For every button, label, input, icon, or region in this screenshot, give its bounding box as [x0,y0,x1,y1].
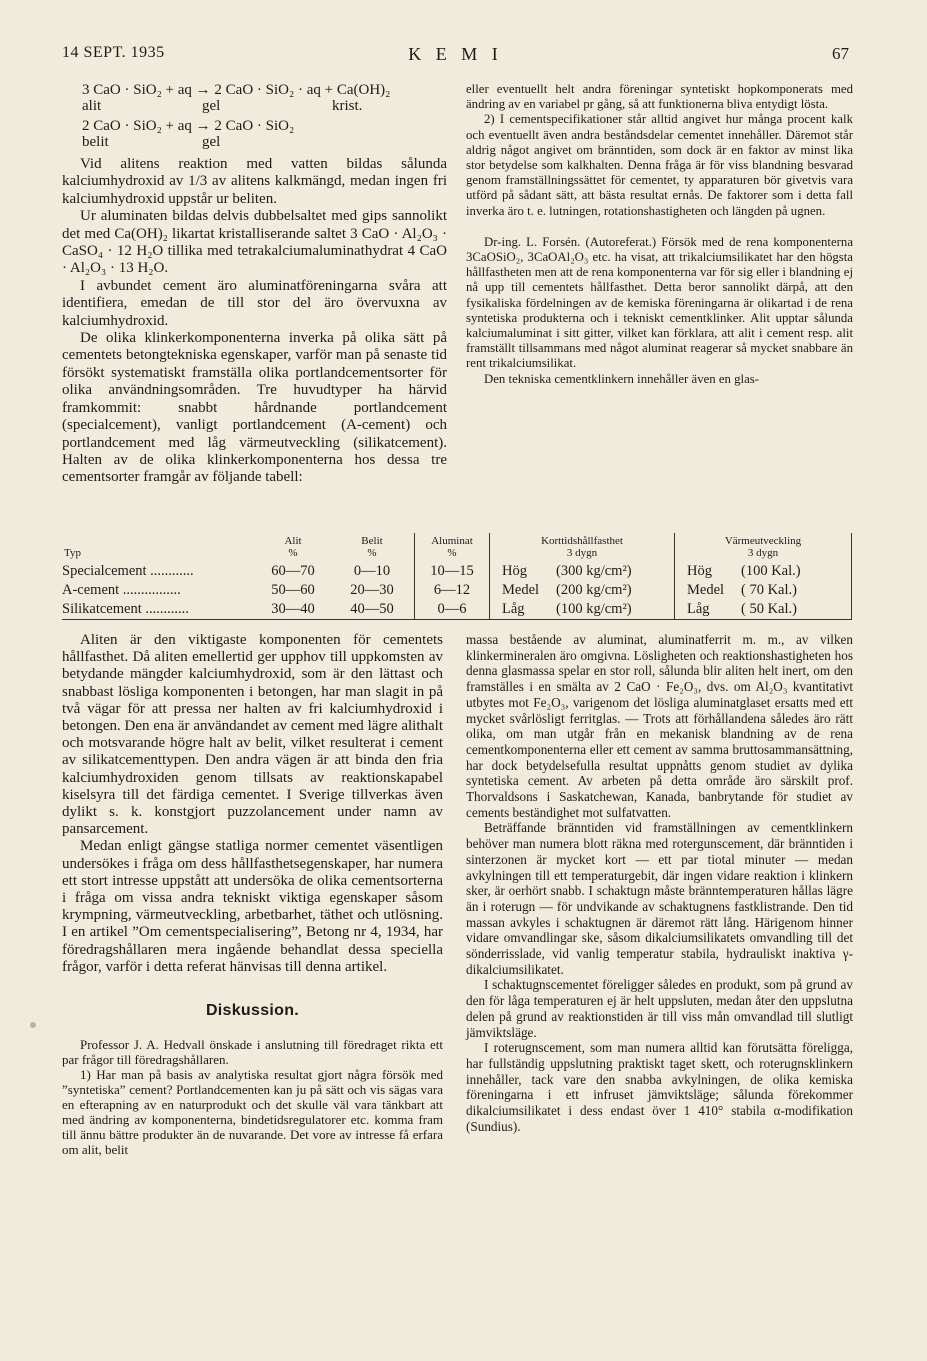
col-header-aluminat: Aluminat % [415,533,490,562]
table-row [62,581,852,600]
paragraph: Beträffande bränntiden vid framställningen av cementklinkern behöver man numera blott räkna med rotergunscement, där bränntiden i sinterzonen är mycket kort — ett par tiotal minuter — medan avkylningen till ett temperaturgebit, där ingen vidare reaktion i klinkern sker, är oerhört snabb. I schaktugn måste bränntemperaturen hållas lägre än i roterugn — för undvikande av schaktugnens fastklistrande. Den tid massan avkyles i schaktugnen är däremot rätt lång. Härigenom hinner vidare omvandlingar ske, såsom dikalciumsilikatets omvandling till det sönderrisslade, vid vanlig temperatur stabila, hydrauliskt inaktiva γ-dikalciumsilikatet. [466,820,853,977]
formula-labels [62,98,447,114]
paragraph: Dr-ing. L. Forsén. (Autoreferat.) Försök med de rena komponenterna 3CaOSiO₂, 3CaOAl₂O₃ etc. ha visat, att trikalciumsilikatet har den högsta hållfastheten men att de rena komponenterna var för sig eller i blandning ej nå upp till cementets hållfasthet. Detta beror sannolikt därpå, att den fysikaliska fördelningen av de kemiska föreningarna är olikartad i de rena syntetiska produkterna och i tekniskt cementklinker. Alit upptar sålunda kalciumaluminat i sitt gitter, vilket kan förklara, att alit i cement resp. alit framställt tillsammans med något aluminat reagerar så mycket snabbare än rent trikalciumsilikat. [466,234,853,371]
table-row [62,562,852,581]
section-heading: Diskussion. [205,1002,300,1020]
cell-alit: 50—60 [271,582,315,598]
journal-title: K E M I [408,44,503,64]
cell-strength: Hög (300 kg/cm²) [490,562,675,581]
formula-line: 2 CaO · SiO₂ + aq → 2 CaO · SiO₂ [82,118,295,134]
formula-label: belit [82,134,109,150]
paragraph: 2) I cementspecifikationer står alltid angivet hur många procent kalk och eventuellt även andra beståndsdelar cementet innehåller. Däremot står aldrig något angivet om bränntiden, som dock är en faktor av minst lika stor betydelse som kalkhalten. Denna fråga är för viss blandning besvarad genom framställningssättet för cementet, ty apparaturen bör givetvis vara utförd på sådant sätt, att bästa resultat ernås. De faktorer som i detta fall inverka äro t. e. lutningen, rotationshastigheten och längden på ugnen. [466,112,853,218]
cell-heat: Låg ( 50 Kal.) [675,600,852,620]
paragraph: Aliten är den viktigaste komponenten för cementets hållfasthet. Då aliten emellertid ger upphov till uppkomsten av betydande mängder kalciumhydroxid, som är den lättast och snabbast lösliga komponenten i betongen, har man slagit in på två vägar för att pressa ner halten av fri kalciumhydroxid i betongen. Den ena är användandet av cement med lägre alithalt och motsvarande högre halt av belit, vilket resulterat i cement av silikatcementtypen. Den andra vägen är att binda den fria kalciumhydroxiden genom tillsats av reaktionskapabel kiselsyra till det färdiga cementet. I Sverige tillverkas även dylikt s. k. konstgjort puzzolancement under namn av pansarcement. [62,632,443,838]
reaction-formula-alit [62,82,447,114]
paragraph: Vid alitens reaktion med vatten bildas sålunda kalciumhydroxid av 1/3 av alitens kalkmängd, medan ingen fri kalciumhydroxid uppstår ur beliten. [62,156,447,207]
issue-date: 14 SEPT. 1935 [62,44,165,61]
paragraph: massa bestående av aluminat, aluminatferrit m. m., av vilken klinkermineralen äro omgivna. Lösligheten och reaktionshastigheten hos denna glasmassa spelar en stor roll, sålunda blir aliten helt inert, om den framställes i en smälta av 2 CaO · Fe₂O₃, dvs. om Al₂O₃ kvantitativt utbytes mot Fe₂O₃, varigenom det lösliga aluminatglaset ersatts med ett mycket svårlösligt ferritglas. — Trots att förhållandena således äro rätt olika, om man utgår från en mekanisk blandning av de rena cementkomponenterna eller ett cement av samma bruttosammansättning, har dock betydelsefulla resultat uppnåtts genom studiet av dylika syntetiska cement. Av arbeten på detta område äro särskilt prof. Thorvaldsons i Saskatchewan, Kanada, banbrytande för studiet av cements beständighet mot sulfatvatten. [466,632,853,820]
paragraph: I schaktugnscementet föreligger således en produkt, som på grund av den för låga temperaturen ej är helt uppsluten, medan åter den uppslutna delen på grund av reaktionstiden är till viss mån omvandlad till slutligt jämviktsläge. [466,977,853,1040]
paragraph: Ur aluminaten bildas delvis dubbelsaltet med gips sannolikt det med Ca(OH)₂ likartat kristalliserande saltet 3 CaO · Al₂O₃ · CaSO₄ · 12 H₂O tillika med tetrakalciumaluminathydrat 4 CaO · Al₂O₃ · 13 H₂O. [62,208,447,277]
left-column-top [62,82,447,487]
left-column-bottom [62,632,443,1157]
right-column-bottom [466,632,853,1135]
cell-belit: 0—10 [353,563,391,579]
cell-typ: A-cement ................ [62,582,181,598]
cell-aluminat: 6—12 [415,581,490,600]
cell-alit: 60—70 [271,563,315,579]
cell-belit: 40—50 [330,600,415,620]
punch-hole-mark [30,1022,36,1028]
cell-strength: Låg (100 kg/cm²) [490,600,675,620]
cell-typ: Specialcement ............ [62,563,194,579]
formula-label: gel [202,134,221,150]
paragraph: eller eventuellt helt andra föreningar syntetiskt hopkomponerats med ändring av en variabel pr gång, så att funktionerna bliva entydigt lösta. [466,82,853,112]
page-header [62,44,849,70]
col-header-typ: Typ [64,547,81,559]
formula-label: krist. [332,98,363,114]
table-row [62,600,852,620]
page-number: 67 [832,44,849,63]
cell-strength: Medel (200 kg/cm²) [490,581,675,600]
formula-label: gel [202,98,221,114]
col-header-strength: Korttidshållfasthet 3 dygn [490,533,675,562]
col-header-belit: Belit % [361,535,383,559]
cell-heat: Hög (100 Kal.) [675,562,852,581]
paragraph: 1) Har man på basis av analytiska resultat gjort några försök med ”syntetiska” cement? Portlandcementen kan ju på sätt och vis sägas vara en efterapning av en naturprodukt och det skulle väl vara tänkbart att med ändring av komponenterna, bindetidsregulatorer etc. komma fram till ännu bättre produkter än de nuvarande. Det vore av intresse få erfara om alit, belit [62,1067,443,1158]
cell-typ: Silikatcement ............ [62,600,256,620]
cement-composition-table [62,533,852,620]
cell-aluminat: 10—15 [415,562,490,581]
right-column-top [466,82,853,387]
cell-alit: 30—40 [256,600,330,620]
formula-label: alit [82,98,102,114]
col-header-heat: Värmeutveckling 3 dygn [675,533,852,562]
cell-heat: Medel ( 70 Kal.) [675,581,852,600]
col-header-alit: Alit % [284,535,302,559]
paragraph: I roterugnscement, som man numera alltid kan förutsätta föreligga, har fullständig uppslutning praktiskt taget skett, och roterugnsklinkern innehåller, tack vare den snabba avkylningen, de olika kemiska föreningarna i ett infruset jämviktsläge; sålunda förekommer dikalciumsilikatet i dess endast över 1 410° stabila α-modifikation (Sundius). [466,1040,853,1134]
paragraph: Professor J. A. Hedvall önskade i anslutning till föredraget rikta ett par frågor till föredragshållaren. [62,1037,443,1068]
reaction-formula-belit [62,118,447,150]
paragraph: Medan enligt gängse statliga normer cementet väsentligen undersökes i fråga om dess hållfasthetsegenskaper, har numera ett stort intresse uppstått att undersöka de olika cementsorterna i fråga om vissa andra tekniskt viktiga egenskaper såsom krympning, värmeutveckling, arbetbarhet, täthet och utlösning. I en artikel ”Om cementspecialisering”, Betong nr 4, 1934, har föredragshållaren mera ingående behandlat dessa speciella frågor, varför i detta referat hänvisas till denna artikel. [62,838,443,975]
paragraph: Den tekniska cementklinkern innehåller även en glas- [484,371,760,386]
paragraph: I avbundet cement äro aluminatföreningarna svåra att identifiera, emedan de till stor del äro övervuxna av kalciumhydroxid. [62,277,447,329]
formula-line: 3 CaO · SiO₂ + aq → 2 CaO · SiO₂ · aq + Ca(OH)₂ [82,82,391,98]
paragraph: De olika klinkerkomponenterna inverka på olika sätt på cementets betongtekniska egenskaper, varför man på senaste tid försökt systematiskt framställa olika portlandcementsorter för olika användningsområden. Tre huvudtyper ha härvid framkommit: snabbt hårdnande portlandcement (specialcement), vanligt portlandcement (A-cement) och portlandcement med låg värmeutveckling (silikatcement). Halten av de olika klinkerkomponenterna hos dessa tre cementsorter framgår av följande tabell: [62,330,447,486]
cell-belit: 20—30 [350,582,394,598]
formula-labels [62,134,447,150]
cell-aluminat: 0—6 [415,600,490,620]
